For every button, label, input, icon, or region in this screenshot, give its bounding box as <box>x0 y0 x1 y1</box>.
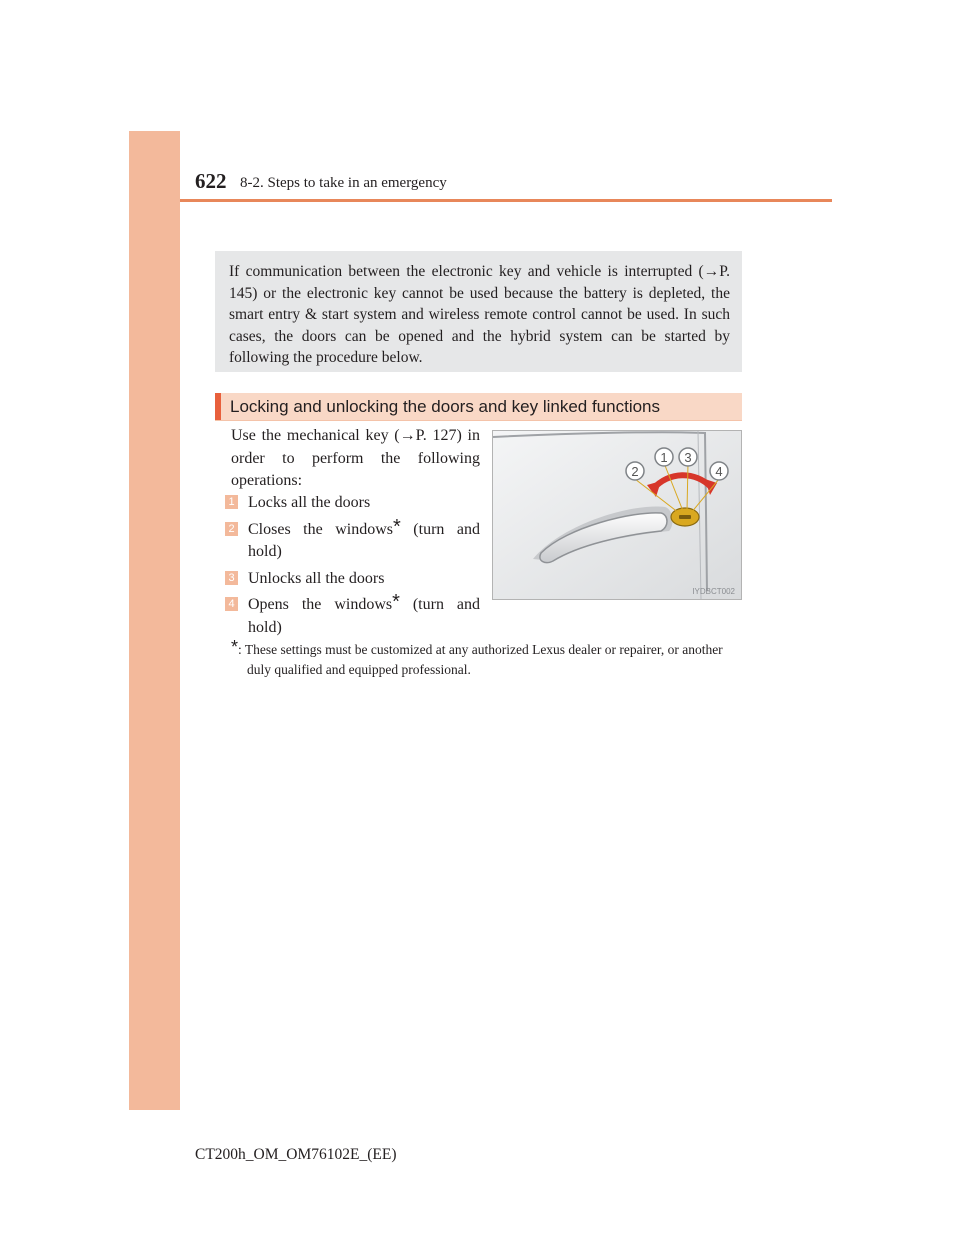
svg-text:2: 2 <box>631 464 639 479</box>
item-number-badge: 4 <box>225 597 238 611</box>
subheading: Locking and unlocking the doors and key linked functions <box>215 393 742 420</box>
item-text: Unlocks all the doors <box>248 569 385 587</box>
chapter-side-tab <box>129 131 180 1110</box>
header-divider <box>180 199 832 202</box>
key-slot <box>679 515 691 519</box>
item-number-badge: 2 <box>225 522 238 536</box>
footnote-text: : These settings must be customized at any authorized Lexus dealer or repairer, or another duly qualified and equipped professional. <box>238 642 723 677</box>
intro-box <box>215 251 742 372</box>
section-title: 8-2. Steps to take in an emergency <box>240 175 447 191</box>
item-text: Opens the windows <box>248 596 393 613</box>
svg-text:1: 1 <box>660 450 668 465</box>
svg-text:3: 3 <box>684 450 692 465</box>
asterisk-mark: * <box>231 637 239 657</box>
item-number-badge: 1 <box>225 495 238 509</box>
door-handle-illustration <box>492 430 742 600</box>
list-item <box>225 492 480 515</box>
list-item <box>225 568 480 591</box>
subheading-divider <box>215 420 742 421</box>
list-item <box>225 515 480 564</box>
document-footer-code: CT200h_OM_OM76102E_(EE) <box>195 1146 397 1163</box>
asterisk-mark: * <box>392 591 400 613</box>
item-suffix: (turn and hold) <box>248 596 480 636</box>
intro-text: If communication between the electronic key and vehicle is interrupted (→P. 145) or the electronic key cannot be used because the battery is depleted, the smart entry & start system and wireless remote control cannot be used. In such cases, the doors can be opened and the hybrid system can be started by following the procedure below. <box>229 263 730 366</box>
svg-text:4: 4 <box>715 464 723 479</box>
figure-code: IYDBCT002 <box>692 587 735 596</box>
body-text: Use the mechanical key (→P. 127) in order to perform the following operations: <box>231 427 480 489</box>
callout-3 <box>679 448 697 466</box>
callout-2 <box>626 462 644 480</box>
callout-4 <box>710 462 728 480</box>
item-text: Locks all the doors <box>248 494 371 511</box>
footnote <box>231 637 742 680</box>
page-number: 622 <box>195 169 227 193</box>
operations-list <box>225 492 480 643</box>
item-suffix: (turn and hold) <box>248 520 480 560</box>
list-item <box>225 591 480 639</box>
item-text: Closes the windows <box>248 520 393 538</box>
asterisk-mark: * <box>393 515 401 538</box>
item-number-badge: 3 <box>225 571 238 585</box>
callout-1 <box>655 448 673 466</box>
